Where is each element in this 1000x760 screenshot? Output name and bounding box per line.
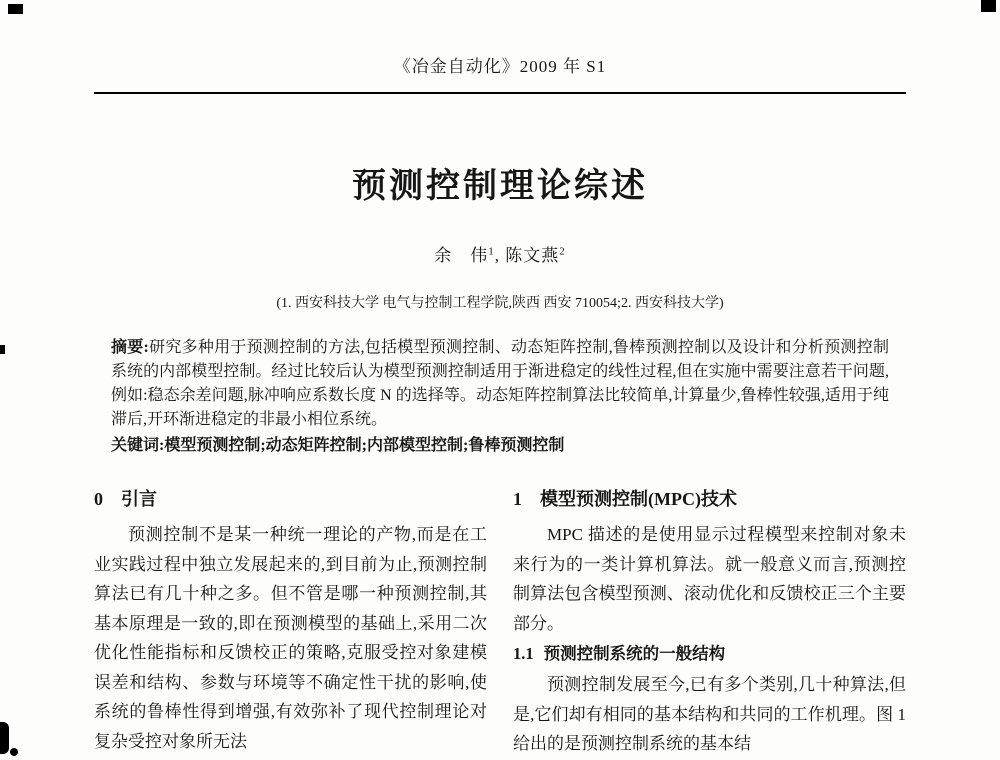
scan-artifact: [981, 0, 996, 12]
mpc-paragraph: MPC 描述的是使用显示过程模型来控制对象未来行为的一类计算机算法。就一般意义而言,预测控制算法包含模型预测、滚动优化和反馈校正三个主要部分。: [513, 525, 906, 633]
section-heading-intro: [94, 486, 487, 512]
section-number: 0: [94, 489, 103, 509]
intro-paragraph: 预测控制不是某一种统一理论的产物,而是在工业实践过程中独立发展起来的,到目前为止,预测控制算法已有几十种之多。但不管是哪一种预测控制,其基本原理是一致的,即在预测模型的基础上,采用二次优化性能指标和反馈校正的策略,克服受控对象建模误差和结构、参数与环境等不确定性干扰的影响,使系统的鲁棒性得到增强,有效弥补了现代控制理论对复杂受控对象所无法: [94, 525, 487, 751]
author-name: 余 伟: [434, 246, 489, 265]
subsection-number: 1.1: [513, 644, 534, 663]
subsection-title: 预测控制系统的一般结构: [543, 644, 726, 663]
scan-artifact: [10, 748, 18, 756]
author-separator: ,: [494, 246, 506, 265]
section-title: 引言: [121, 489, 157, 509]
scan-artifact: [0, 722, 9, 754]
right-column: [513, 484, 906, 759]
keywords-text: 模型预测控制;动态矩阵控制;内部模型控制;鲁棒预测控制: [164, 437, 565, 454]
two-column-body: [94, 484, 906, 759]
journal-header: 《冶金自动化》2009 年 S1: [393, 57, 607, 76]
keywords-label: 关键词:: [111, 437, 165, 454]
authors-line: [0, 241, 1000, 266]
abstract-paragraph: [111, 336, 889, 432]
author-name: 陈文燕: [505, 246, 560, 265]
section-heading-mpc: [513, 486, 906, 512]
author-affiliation-sup: 1: [488, 245, 495, 258]
paper-title: 预测控制理论综述: [352, 168, 648, 205]
keywords-line: [111, 434, 889, 458]
subsection-heading: [513, 641, 906, 667]
author-affiliation-sup: 2: [559, 245, 566, 258]
scan-artifact: [0, 345, 5, 354]
affiliation-line: (1. 西安科技大学 电气与控制工程学院,陕西 西安 710054;2. 西安科技大学): [276, 296, 724, 311]
abstract-block: [111, 336, 889, 458]
section-number: 1: [513, 489, 522, 509]
abstract-label: 摘要:: [111, 339, 149, 356]
abstract-text: 研究多种用于预测控制的方法,包括模型预测控制、动态矩阵控制,鲁棒预测控制以及设计和分析预测控制系统的内部模型控制。经过比较后认为模型预测控制适用于渐进稳定的线性过程,但在实施中需要注意若干问题,例如:稳态余差问题,脉冲响应系数长度 N 的选择等。动态矩阵控制算法比较简单,计算量少,鲁棒性较强,适用于纯滞后,开环渐进稳定的非最小相位系统。: [111, 339, 889, 428]
header-rule: [94, 92, 906, 94]
mpc-sub-paragraph: 预测控制发展至今,已有多个类别,几十种算法,但是,它们却有相同的基本结构和共同的工作机理。图 1 给出的是预测控制系统的基本结: [513, 675, 906, 753]
scan-artifact: [8, 4, 23, 14]
left-column: [94, 484, 487, 759]
section-title: 模型预测控制(MPC)技术: [540, 489, 737, 509]
